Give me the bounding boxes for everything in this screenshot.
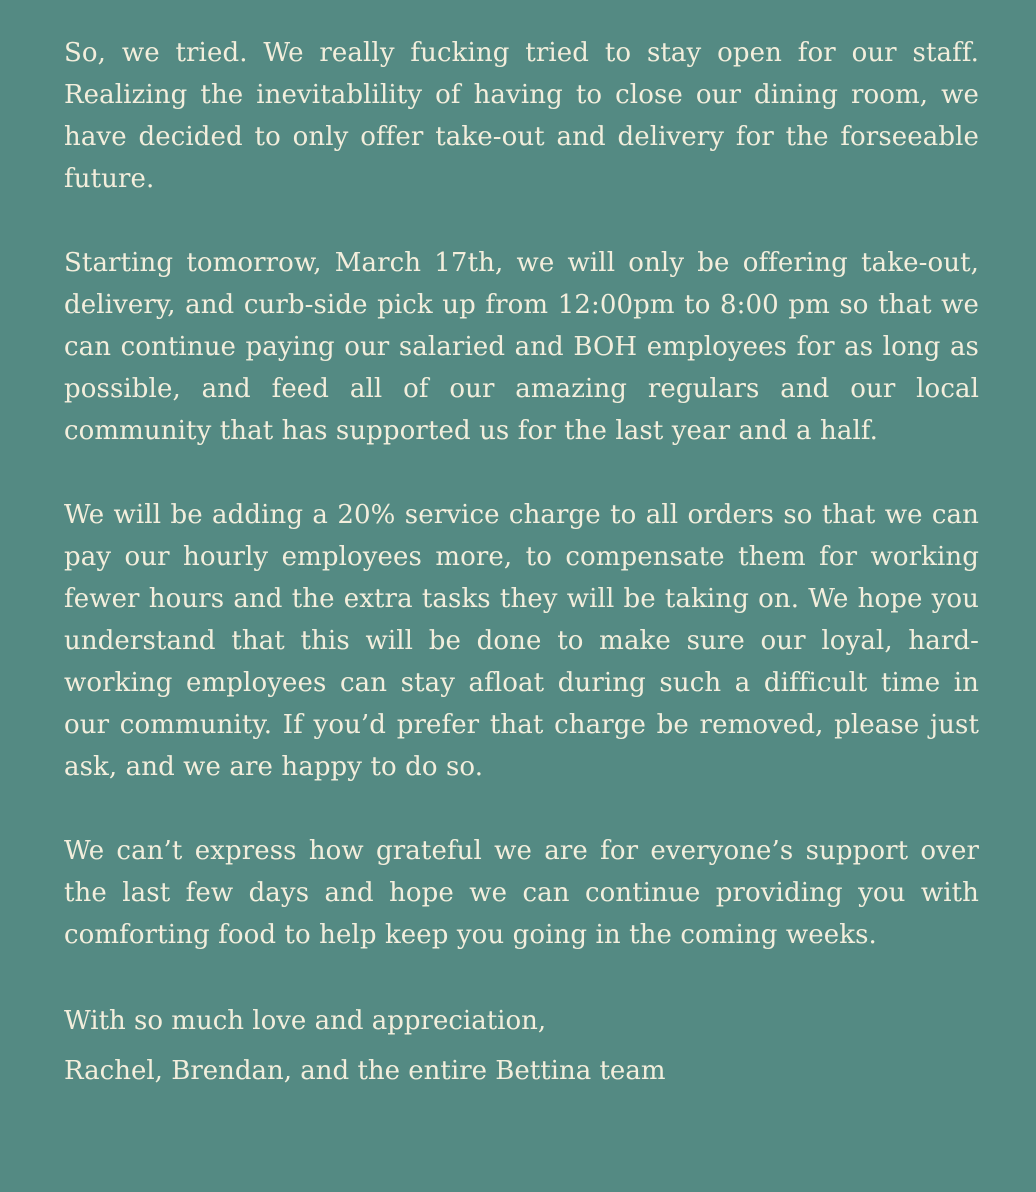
paragraph-service-charge: We will be adding a 20% service charge to all orders so that we can pay our hourly employees more, to compensate them for working fewer hours and the extra tasks they will be taking on. We hope you understand that this will be done to make sure our loyal, hard-working employees can stay afloat during such a difficult time in our community. If you’d prefer that charge be removed, please just ask, and we are happy to do so. bbox=[64, 500, 979, 782]
paragraph-gratitude: We can’t express how grateful we are for everyone’s support over the last few days and hope we can continue providing you with comforting food to help keep you going in the coming weeks. bbox=[64, 836, 979, 950]
closing-line: With so much love and appreciation, bbox=[64, 1006, 547, 1036]
letter-body bbox=[64, 32, 979, 1096]
paragraph-intro: So, we tried. We really fucking tried to stay open for our staff. Realizing the inevitablility of having to close our dining room, we have decided to only offer take-out and delivery for the forseeable future. bbox=[64, 38, 979, 194]
signature-line: Rachel, Brendan, and the entire Bettina team bbox=[64, 1056, 666, 1086]
paragraph-hours: Starting tomorrow, March 17th, we will only be offering take-out, delivery, and curb-side pick up from 12:00pm to 8:00 pm so that we can continue paying our salaried and BOH employees for as long as possible, and feed all of our amazing regulars and our local community that has supported us for the last year and a half. bbox=[64, 248, 979, 446]
